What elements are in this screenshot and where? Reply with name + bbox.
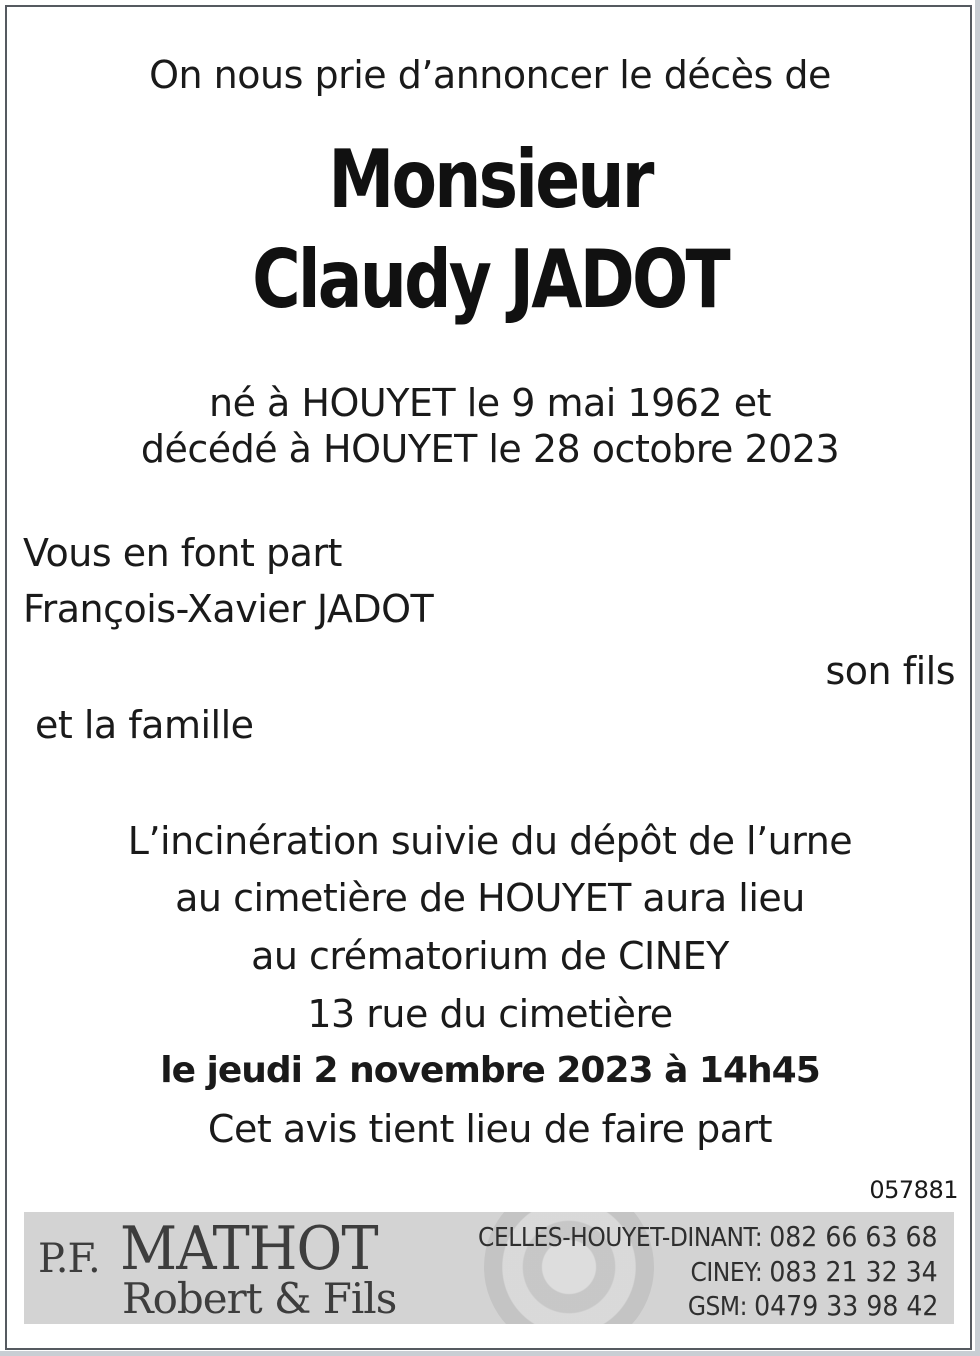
child-relation: son fils	[825, 649, 955, 693]
right-edge	[975, 0, 980, 1356]
contact-label: GSM:	[687, 1292, 747, 1322]
ceremony-line-3: au crématorium de CINEY	[251, 934, 729, 978]
ceremony-address: 13 rue du cimetière	[307, 992, 673, 1036]
contact-line	[691, 1255, 938, 1288]
contact-label: CINEY:	[690, 1258, 763, 1288]
child-name: François-Xavier JADOT	[23, 587, 434, 631]
death-line: décédé à HOUYET le 28 octobre 2023	[140, 427, 840, 471]
contact-number: 082 66 63 68	[769, 1220, 938, 1253]
contact-line	[478, 1220, 938, 1253]
deceased-name: Claudy JADOT	[252, 233, 728, 326]
contact-number: 083 21 32 34	[769, 1255, 938, 1288]
deceased-title: Monsieur	[328, 133, 652, 226]
ceremony-datetime: le jeudi 2 novembre 2023 à 14h45	[160, 1050, 820, 1091]
ceremony-line-2: au cimetière de HOUYET aura lieu	[175, 876, 805, 920]
family-text: et la famille	[35, 703, 254, 747]
announce-text: Vous en font part	[23, 531, 342, 575]
intro-text: On nous prie d’annoncer le décès de	[149, 53, 831, 97]
contact-label: CELLES-HOUYET-DINANT:	[478, 1223, 763, 1253]
brand-subname: Robert & Fils	[122, 1274, 397, 1323]
birth-line: né à HOUYET le 9 mai 1962 et	[209, 381, 771, 425]
ceremony-line-1: L’incinération suivie du dépôt de l’urne	[127, 819, 853, 863]
funeral-home-banner	[24, 1212, 954, 1324]
notice-text: Cet avis tient lieu de faire part	[207, 1107, 773, 1151]
contact-line	[687, 1289, 938, 1322]
contact-number: 0479 33 98 42	[753, 1289, 938, 1322]
bottom-edge	[0, 1351, 980, 1356]
reference-number: 057881	[869, 1176, 958, 1204]
brand-name: MATHOT	[120, 1214, 378, 1284]
brand-prefix: P.F.	[38, 1236, 100, 1282]
